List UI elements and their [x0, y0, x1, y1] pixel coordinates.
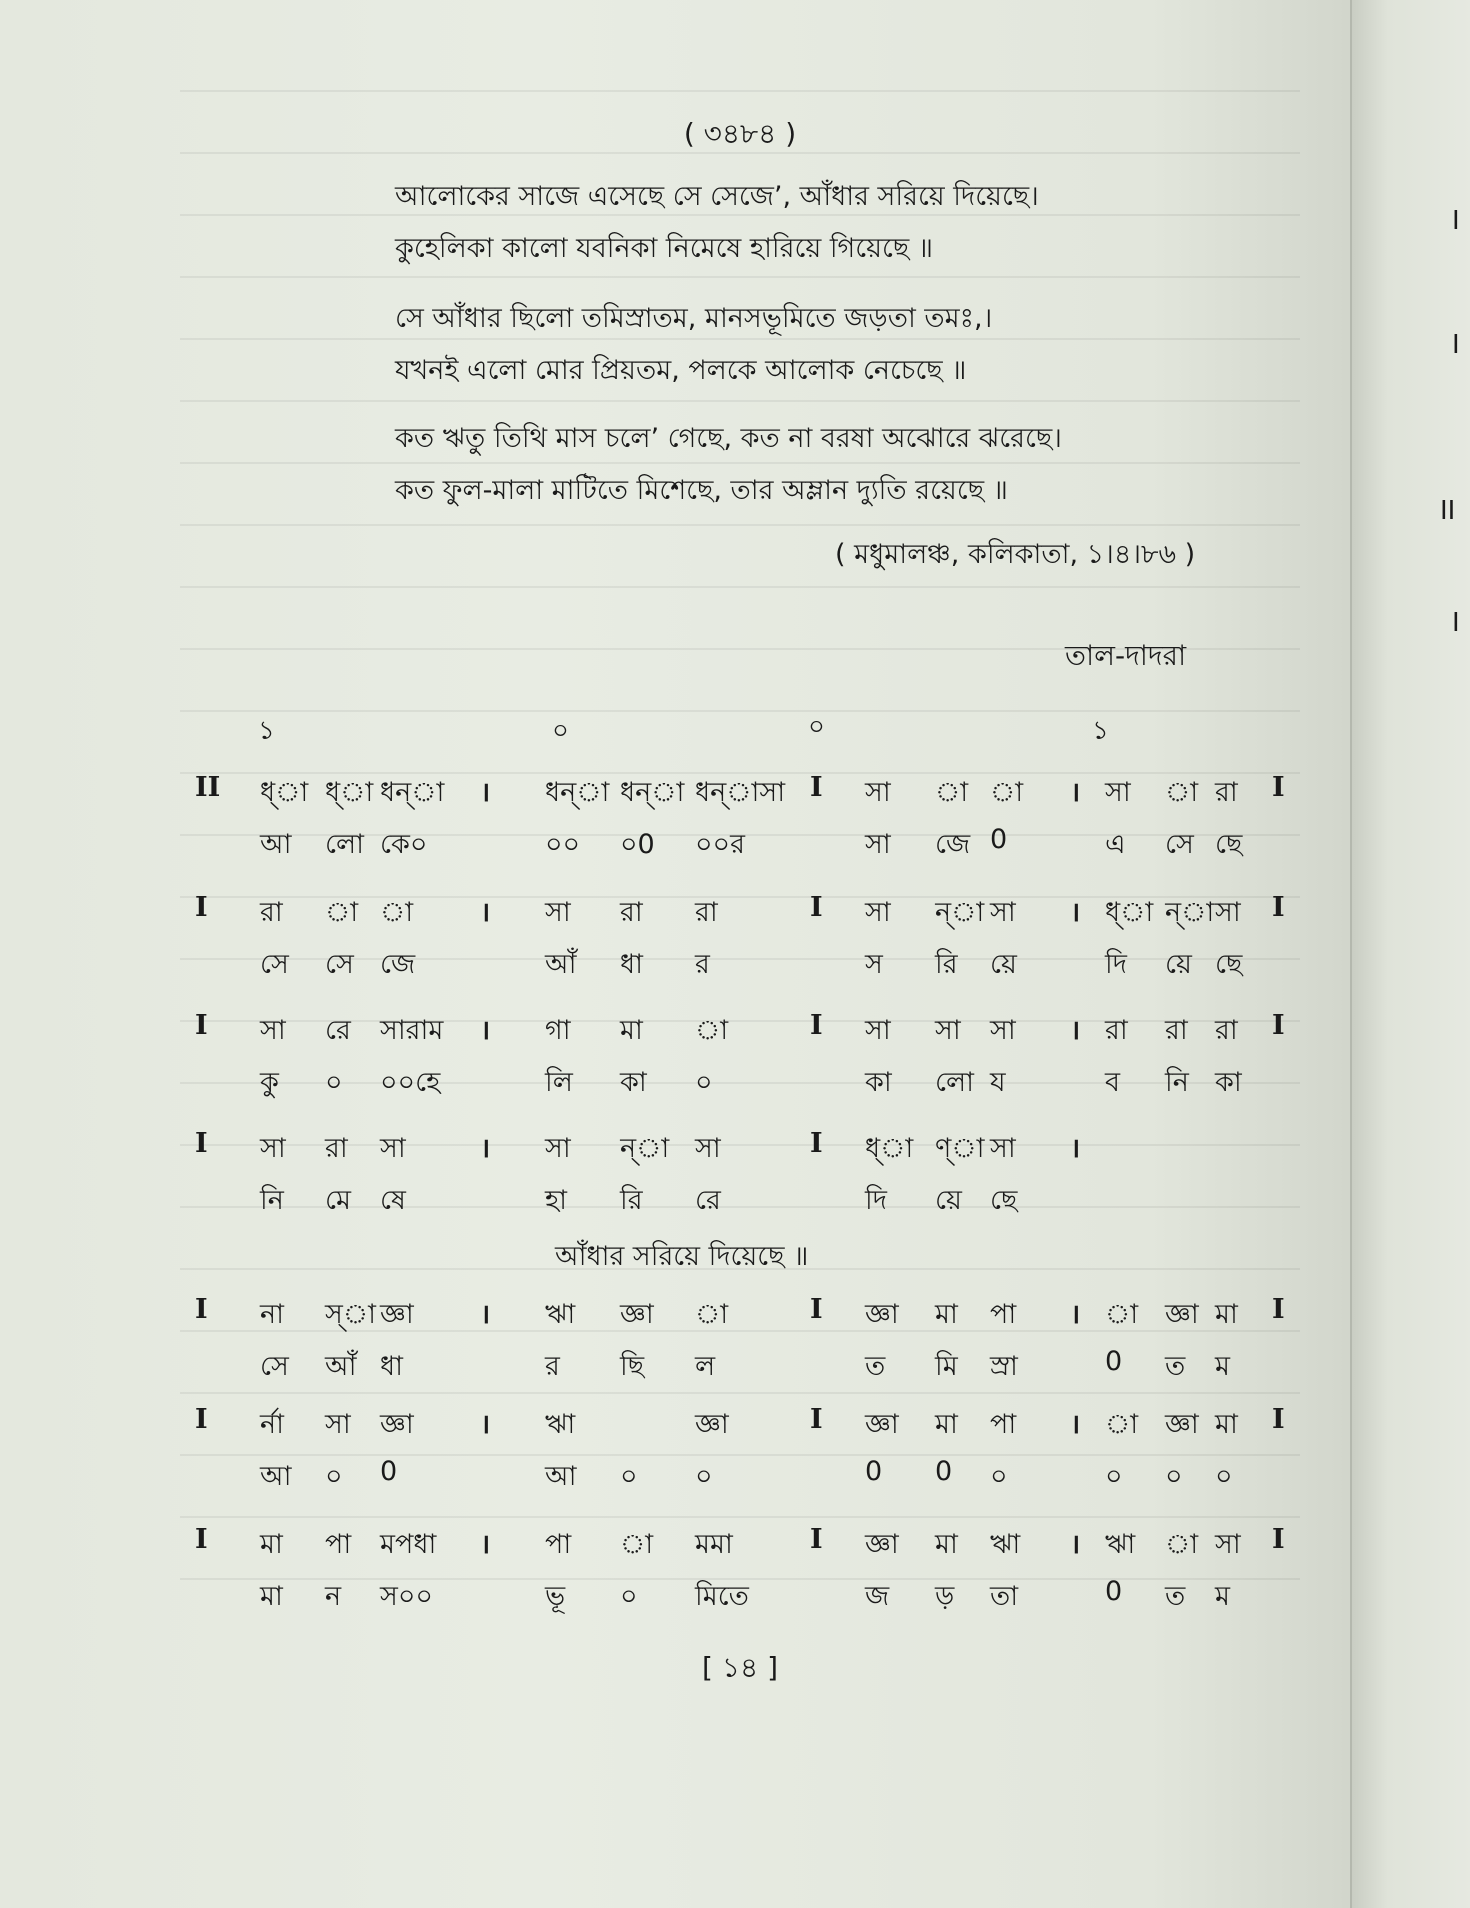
- note: া: [1165, 777, 1199, 808]
- lyric-syllable: ০০র: [695, 829, 745, 860]
- bar-line: ।: [480, 1015, 491, 1046]
- note: র্না: [260, 1409, 284, 1440]
- note: সা: [935, 1015, 961, 1046]
- lyric-syllable: ০: [620, 1581, 638, 1612]
- note: সা: [990, 1015, 1016, 1046]
- note: জ্ঞা: [380, 1409, 414, 1440]
- bar-line: ।: [1070, 777, 1081, 808]
- bar-line: I: [1272, 1294, 1285, 1325]
- bar-line: ।: [480, 1133, 491, 1164]
- note: রা: [695, 897, 718, 928]
- lyric-syllable: ষে: [380, 1185, 406, 1216]
- note: া: [620, 1529, 654, 1560]
- note: ঋা: [545, 1409, 576, 1440]
- bar-line: ।: [1070, 1299, 1081, 1330]
- lyric-syllable: রি: [620, 1185, 643, 1216]
- note: ধ্া: [1105, 897, 1154, 928]
- note: রে: [325, 1015, 351, 1046]
- source-citation: ( মধুমালঞ্চ, কলিকাতা, ১।৪।৮৬ ): [835, 539, 1196, 570]
- note: ন্া: [935, 897, 985, 928]
- notation-row: [190, 1404, 1320, 1448]
- note: জ্ঞা: [1165, 1409, 1199, 1440]
- page-number: [ ১৪ ]: [702, 1651, 778, 1684]
- facing-page-mark: I: [1452, 206, 1460, 236]
- bar-line: ।: [480, 1409, 491, 1440]
- lyric-row: [190, 824, 1320, 868]
- note: া: [695, 1299, 729, 1330]
- lyric-row: [190, 1456, 1320, 1500]
- note: া: [325, 897, 359, 928]
- bar-line: ।: [480, 897, 491, 928]
- note: জ্ঞা: [620, 1299, 654, 1330]
- lyric-syllable: 0: [935, 1456, 953, 1487]
- lyric-syllable: রে: [695, 1185, 721, 1216]
- beat-mark: ১: [1092, 716, 1109, 746]
- lyric-syllable: ত: [1165, 1351, 1186, 1382]
- bar-line: I: [810, 1404, 823, 1435]
- lyric-syllable: য়ে: [1165, 949, 1192, 980]
- lyric-syllable: মে: [325, 1185, 351, 1216]
- note: ধ্া: [325, 777, 374, 808]
- lyric-syllable: ধা: [380, 1351, 403, 1382]
- lyric-syllable: সে: [260, 1351, 289, 1382]
- bar-line: I: [195, 1294, 208, 1325]
- lyric-syllable: ছে: [1215, 829, 1243, 860]
- bar-line: ।: [1070, 1409, 1081, 1440]
- lyric-syllable: ত: [865, 1351, 886, 1382]
- bar-line: I: [810, 772, 823, 803]
- lyric-syllable: য়ে: [990, 949, 1017, 980]
- notation-row: [190, 892, 1320, 936]
- lyric-syllable: ০: [325, 1461, 343, 1492]
- lyric-syllable: সে: [260, 949, 289, 980]
- bar-line: I: [1272, 1010, 1285, 1041]
- lyric-syllable: জে: [935, 829, 971, 860]
- bar-line: I: [1272, 1404, 1285, 1435]
- bar-line: ।: [480, 777, 491, 808]
- notation-row: [190, 1524, 1320, 1568]
- verse-line: কুহেলিকা কালো যবনিকা নিমেষে হারিয়ে গিয়েছে ॥: [395, 233, 934, 264]
- lyric-syllable: কা: [620, 1067, 647, 1098]
- note: ধন্াসা: [695, 777, 786, 808]
- lyric-syllable: 0: [990, 824, 1008, 855]
- note: ন্া: [1165, 897, 1215, 928]
- bar-line: ।: [1070, 1529, 1081, 1560]
- lyric-syllable: হা: [545, 1185, 568, 1216]
- lyric-syllable: সে: [325, 949, 354, 980]
- lyric-syllable: জে: [380, 949, 416, 980]
- note: সা: [990, 897, 1016, 928]
- note: ন্া: [620, 1133, 670, 1164]
- bar-line: I: [195, 892, 208, 923]
- lyric-syllable: কা: [865, 1067, 892, 1098]
- lyric-syllable: ত: [1165, 1581, 1186, 1612]
- lyric-syllable: ছে: [990, 1185, 1018, 1216]
- bar-line: I: [195, 1128, 208, 1159]
- note: ঋা: [990, 1529, 1021, 1560]
- note: সা: [260, 1133, 286, 1164]
- note: ধন্া: [545, 777, 610, 808]
- lyric-syllable: আ: [260, 829, 292, 860]
- lyric-syllable: মা: [260, 1581, 283, 1612]
- bar-line: I: [810, 1128, 823, 1159]
- bar-line: I: [195, 1404, 208, 1435]
- lyric-syllable: মি: [935, 1351, 958, 1382]
- lyric-syllable: ম: [1215, 1351, 1230, 1382]
- refrain-line: আঁধার সরিয়ে দিয়েছে ॥: [555, 1241, 809, 1272]
- beat-mark: ১: [258, 716, 275, 746]
- bar-line: ।: [1070, 1015, 1081, 1046]
- lyric-syllable: ন: [325, 1581, 342, 1612]
- note: মা: [935, 1529, 958, 1560]
- lyric-syllable: ০: [695, 1461, 713, 1492]
- lyric-syllable: দি: [865, 1185, 887, 1216]
- note: ধ্া: [260, 777, 309, 808]
- note: রা: [260, 897, 283, 928]
- note: সা: [1215, 1529, 1241, 1560]
- lyric-syllable: কু: [260, 1067, 279, 1098]
- note: রা: [1165, 1015, 1188, 1046]
- lyric-syllable: ড়: [935, 1581, 955, 1612]
- note: জ্ঞা: [1165, 1299, 1199, 1330]
- bar-line: ।: [1070, 897, 1081, 928]
- note: ঋা: [545, 1299, 576, 1330]
- lyric-syllable: জ: [865, 1581, 890, 1612]
- facing-page-mark: I: [1452, 330, 1460, 360]
- lyric-syllable: কে০: [380, 829, 428, 860]
- bar-line: ।: [1070, 1133, 1081, 1164]
- beat-mark: ০: [808, 712, 825, 742]
- note: া: [1105, 1299, 1139, 1330]
- note: জ্ঞা: [865, 1299, 899, 1330]
- verse-line: আলোকের সাজে এসেছে সে সেজে’, আঁধার সরিয়ে দিয়েছে।: [395, 181, 1039, 212]
- bar-line: II: [195, 772, 221, 803]
- lyric-syllable: ছি: [620, 1351, 645, 1382]
- note: ণ্া: [935, 1133, 985, 1164]
- note: সা: [695, 1133, 721, 1164]
- note: জ্ঞা: [695, 1409, 729, 1440]
- lyric-syllable: ০: [620, 1461, 638, 1492]
- lyric-row: [190, 944, 1320, 988]
- bar-line: I: [1272, 1524, 1285, 1555]
- lyric-syllable: নি: [260, 1185, 284, 1216]
- note: রা: [1215, 777, 1238, 808]
- note: মা: [1215, 1409, 1238, 1440]
- lyric-row: [190, 1062, 1320, 1106]
- lyric-syllable: ল: [695, 1351, 716, 1382]
- lyric-syllable: মিতে: [695, 1581, 749, 1612]
- song-number: ( ৩৪৮৪ ): [683, 117, 797, 150]
- note: ধ্া: [865, 1133, 914, 1164]
- note: মা: [935, 1409, 958, 1440]
- bar-line: I: [810, 1294, 823, 1325]
- note: সারাম: [380, 1015, 444, 1046]
- verse-line: কত ফুল-মালা মাটিতে মিশেছে, তার অম্লান দ্যুতি রয়েছে ॥: [395, 475, 1008, 506]
- lyric-syllable: সা: [865, 829, 891, 860]
- lyric-syllable: য়ে: [935, 1185, 962, 1216]
- lyric-syllable: এ: [1105, 829, 1126, 860]
- lyric-syllable: লো: [325, 829, 364, 860]
- note: রা: [620, 897, 643, 928]
- lyric-syllable: ০0: [620, 829, 655, 860]
- note: া: [1105, 1409, 1139, 1440]
- lyric-syllable: তা: [990, 1581, 1019, 1612]
- lyric-syllable: ০০: [545, 829, 581, 860]
- lyric-syllable: ০: [695, 1067, 713, 1098]
- note: রা: [325, 1133, 348, 1164]
- verse-line: সে আঁধার ছিলো তমিস্রাতম, মানসভূমিতে জড়তা তমঃ,।: [395, 303, 993, 334]
- note: সা: [1215, 897, 1241, 928]
- note: সা: [260, 1015, 286, 1046]
- lyric-syllable: আ: [260, 1461, 292, 1492]
- facing-page-mark: II: [1440, 496, 1456, 526]
- bar-line: ।: [480, 1299, 491, 1330]
- note: রা: [1215, 1015, 1238, 1046]
- lyric-syllable: স০০: [380, 1581, 433, 1612]
- note: সা: [380, 1133, 406, 1164]
- bar-line: I: [810, 1524, 823, 1555]
- lyric-syllable: লি: [545, 1067, 573, 1098]
- notation-row: [190, 1010, 1320, 1054]
- note: সা: [865, 777, 891, 808]
- note: মা: [1215, 1299, 1238, 1330]
- lyric-syllable: 0: [380, 1456, 398, 1487]
- lyric-syllable: ভূ: [545, 1581, 566, 1612]
- lyric-syllable: ০: [1165, 1461, 1183, 1492]
- lyric-syllable: সে: [1165, 829, 1194, 860]
- lyric-syllable: কা: [1215, 1067, 1242, 1098]
- lyric-syllable: 0: [1105, 1576, 1123, 1607]
- lyric-syllable: ধা: [620, 949, 643, 980]
- note: সা: [865, 897, 891, 928]
- notation-row: [190, 1294, 1320, 1338]
- note: মমা: [695, 1529, 733, 1560]
- bar-line: I: [1272, 772, 1285, 803]
- note: জ্ঞা: [865, 1529, 899, 1560]
- note: সা: [545, 1133, 571, 1164]
- lyric-syllable: ০০হে: [380, 1067, 441, 1098]
- verse-line: যখনই এলো মোর প্রিয়তম, পলকে আলোক নেচেছে ॥: [395, 355, 967, 386]
- note: মপধা: [380, 1529, 437, 1560]
- bar-line: I: [810, 1010, 823, 1041]
- beat-mark: ০: [552, 716, 569, 746]
- note: মা: [935, 1299, 958, 1330]
- note: ধন্া: [620, 777, 685, 808]
- lyric-syllable: রি: [935, 949, 958, 980]
- lyric-syllable: ০: [1105, 1461, 1123, 1492]
- note: জ্ঞা: [380, 1299, 414, 1330]
- lyric-syllable: স: [865, 949, 883, 980]
- note: মা: [620, 1015, 643, 1046]
- note: মা: [260, 1529, 283, 1560]
- lyric-syllable: স্রা: [990, 1351, 1018, 1382]
- note: া: [380, 897, 414, 928]
- note: পা: [325, 1529, 352, 1560]
- lyric-row: [190, 1576, 1320, 1620]
- note: া: [990, 777, 1024, 808]
- lyric-syllable: ০: [1215, 1461, 1233, 1492]
- note: া: [695, 1015, 729, 1046]
- bar-line: ।: [480, 1529, 491, 1560]
- notation-row: [190, 772, 1320, 816]
- lyric-syllable: র: [545, 1351, 560, 1382]
- note: া: [1165, 1529, 1199, 1560]
- note: ঋা: [1105, 1529, 1136, 1560]
- lyric-row: [190, 1180, 1320, 1224]
- lyric-syllable: আঁ: [325, 1351, 357, 1382]
- lyric-syllable: ০: [325, 1067, 343, 1098]
- note: পা: [990, 1299, 1017, 1330]
- lyric-syllable: ০: [990, 1461, 1008, 1492]
- note: জ্ঞা: [865, 1409, 899, 1440]
- facing-page-edge: [1350, 0, 1470, 1908]
- note: সা: [1105, 777, 1131, 808]
- lyric-syllable: আঁ: [545, 949, 577, 980]
- lyric-syllable: 0: [865, 1456, 883, 1487]
- note: সা: [865, 1015, 891, 1046]
- note: সা: [325, 1409, 351, 1440]
- lyric-syllable: দি: [1105, 949, 1127, 980]
- note: ধন্া: [380, 777, 445, 808]
- note: পা: [990, 1409, 1017, 1440]
- verse-line: কত ঋতু তিথি মাস চলে’ গেছে, কত না বরষা অঝোরে ঝরেছে।: [395, 423, 1062, 454]
- note: স্া: [325, 1299, 376, 1330]
- lyric-row: [190, 1346, 1320, 1390]
- lyric-syllable: র: [695, 949, 710, 980]
- bar-line: I: [1272, 892, 1285, 923]
- note: া: [935, 777, 969, 808]
- lyric-syllable: ছে: [1215, 949, 1243, 980]
- facing-page-mark: I: [1452, 608, 1460, 638]
- bar-line: I: [195, 1010, 208, 1041]
- notation-row: [190, 1128, 1320, 1172]
- bar-line: I: [810, 892, 823, 923]
- note: সা: [990, 1133, 1016, 1164]
- lyric-syllable: 0: [1105, 1346, 1123, 1377]
- lyric-syllable: নি: [1165, 1067, 1189, 1098]
- note: সা: [545, 897, 571, 928]
- note: গা: [545, 1015, 571, 1046]
- lyric-syllable: ব: [1105, 1067, 1121, 1098]
- lyric-syllable: আ: [545, 1461, 577, 1492]
- lyric-syllable: য: [990, 1067, 1006, 1098]
- note: রা: [1105, 1015, 1128, 1046]
- bar-line: I: [195, 1524, 208, 1555]
- lyric-syllable: ম: [1215, 1581, 1230, 1612]
- note: না: [260, 1299, 284, 1330]
- lyric-syllable: লো: [935, 1067, 974, 1098]
- tala-label: তাল-দাদরা: [1065, 639, 1187, 672]
- note: পা: [545, 1529, 572, 1560]
